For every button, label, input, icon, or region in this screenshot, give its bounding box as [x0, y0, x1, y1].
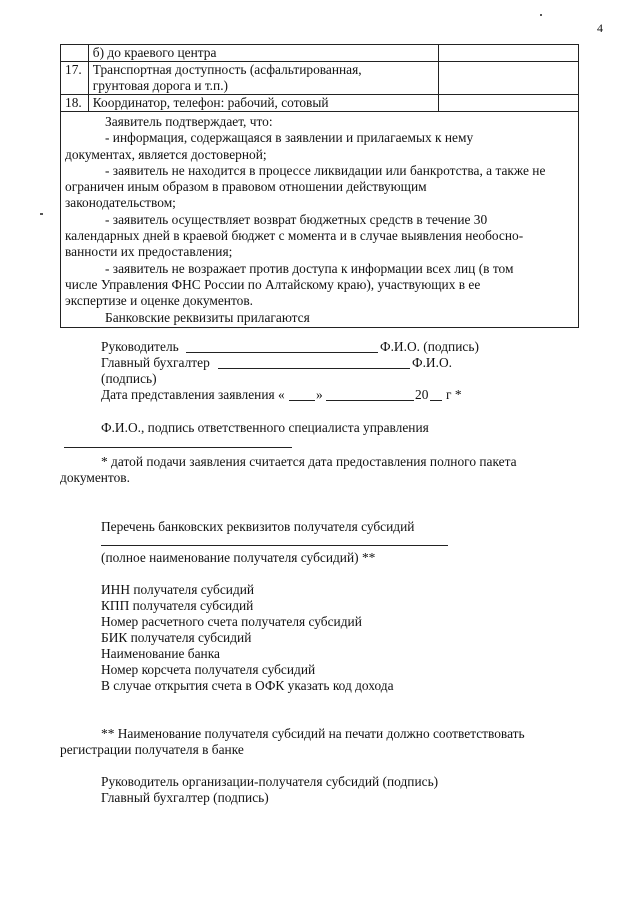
row-number: 17. [61, 62, 89, 95]
confirm-line: Заявитель подтверждает, что: [105, 114, 273, 129]
confirm-line: - заявитель осуществляет возврат бюджетных средств в течение 30 [105, 211, 488, 227]
bank-item-ofk: В случае открытия счета в ОФК указать код дохода [101, 678, 394, 693]
date-year: 20 [415, 387, 429, 402]
scan-mark [40, 213, 43, 215]
accountant-suffix: Ф.И.О. [412, 355, 452, 370]
confirm-line: - заявитель не находится в процессе ликвидации или банкротства, а также не [105, 162, 546, 178]
final-accountant-signature: Главный бухгалтер (подпись) [101, 790, 269, 805]
row-label-line: грунтовая дорога и т.п.) [92, 78, 228, 93]
row-value-cell[interactable] [438, 95, 578, 112]
confirm-line: - заявитель не возражает против доступа к информации всех лиц (в том [105, 260, 514, 276]
bank-item-bik: БИК получателя субсидий [101, 630, 252, 645]
page-number: 4 [597, 21, 603, 35]
accountant-sign-label: (подпись) [101, 371, 157, 386]
row-label: Координатор, телефон: рабочий, сотовый [88, 95, 438, 112]
final-head-signature: Руководитель организации-получателя субсидий (подпись) [101, 774, 439, 789]
specialist-label: Ф.И.О., подпись ответственного специалиста управления [101, 420, 429, 435]
footnote-date-line1: * датой подачи заявления считается дата предоставления полного пакета [101, 454, 517, 469]
specialist-signature-line[interactable] [64, 447, 292, 448]
row-label-line: Транспортная доступность (асфальтированная, [92, 62, 362, 77]
accountant-signature-line[interactable] [218, 368, 410, 369]
recipient-name-caption: (полное наименование получателя субсидий) ** [101, 550, 376, 565]
confirmation-block [61, 112, 579, 328]
accountant-label: Главный бухгалтер [101, 355, 210, 370]
confirm-line: законодательством; [65, 195, 176, 211]
confirm-line: ванности их предоставления; [65, 244, 233, 260]
head-suffix: Ф.И.О. (подпись) [380, 339, 479, 354]
row-label [88, 62, 438, 95]
row-value-cell[interactable] [438, 62, 578, 95]
table-row [61, 62, 579, 95]
footnote-name-line2: регистрации получателя в банке [60, 742, 244, 757]
row-number: 18. [61, 95, 89, 112]
date-mid: » [316, 387, 323, 402]
date-suffix: г * [446, 387, 462, 402]
row-label: б) до краевого центра [88, 45, 438, 62]
date-year-line[interactable] [430, 400, 442, 401]
table-row [61, 45, 579, 62]
date-prefix: Дата представления заявления « [101, 387, 285, 402]
head-label: Руководитель [101, 339, 179, 354]
bank-item-account: Номер расчетного счета получателя субсидий [101, 614, 362, 629]
confirm-line: документах, является достоверной; [65, 146, 267, 162]
confirm-line: ограничен иным образом в правовом отношении действующим [65, 179, 427, 195]
confirm-line: календарных дней в краевой бюджет с момента и в случае выявления необосно- [65, 228, 524, 244]
confirm-line: Банковские реквизиты прилагаются [105, 309, 310, 325]
confirm-line: экспертизе и оценке документов. [65, 293, 254, 309]
application-table [60, 44, 579, 328]
head-signature-line[interactable] [186, 352, 378, 353]
bank-item-corr-account: Номер корсчета получателя субсидий [101, 662, 316, 677]
recipient-name-line[interactable] [101, 545, 448, 546]
bank-item-bank-name: Наименование банка [101, 646, 220, 661]
row-value-cell[interactable] [438, 45, 578, 62]
footnote-name-line1: ** Наименование получателя субсидий на печати должно соответствовать [101, 726, 525, 741]
date-month-line[interactable] [326, 400, 414, 401]
bank-item-inn: ИНН получателя субсидий [101, 582, 255, 597]
table-row [61, 95, 579, 112]
confirm-line: числе Управления ФНС России по Алтайскому краю), участвующих в ее [65, 276, 481, 292]
date-day-line[interactable] [289, 400, 315, 401]
scan-mark [540, 14, 542, 16]
confirm-line: - информация, содержащаяся в заявлении и прилагаемых к нему [105, 130, 474, 146]
bank-item-kpp: КПП получателя субсидий [101, 598, 254, 613]
row-number-cell [61, 45, 89, 62]
bank-title: Перечень банковских реквизитов получателя субсидий [101, 519, 415, 534]
footnote-date-line2: документов. [60, 470, 130, 485]
table-row-confirmation [61, 112, 579, 328]
